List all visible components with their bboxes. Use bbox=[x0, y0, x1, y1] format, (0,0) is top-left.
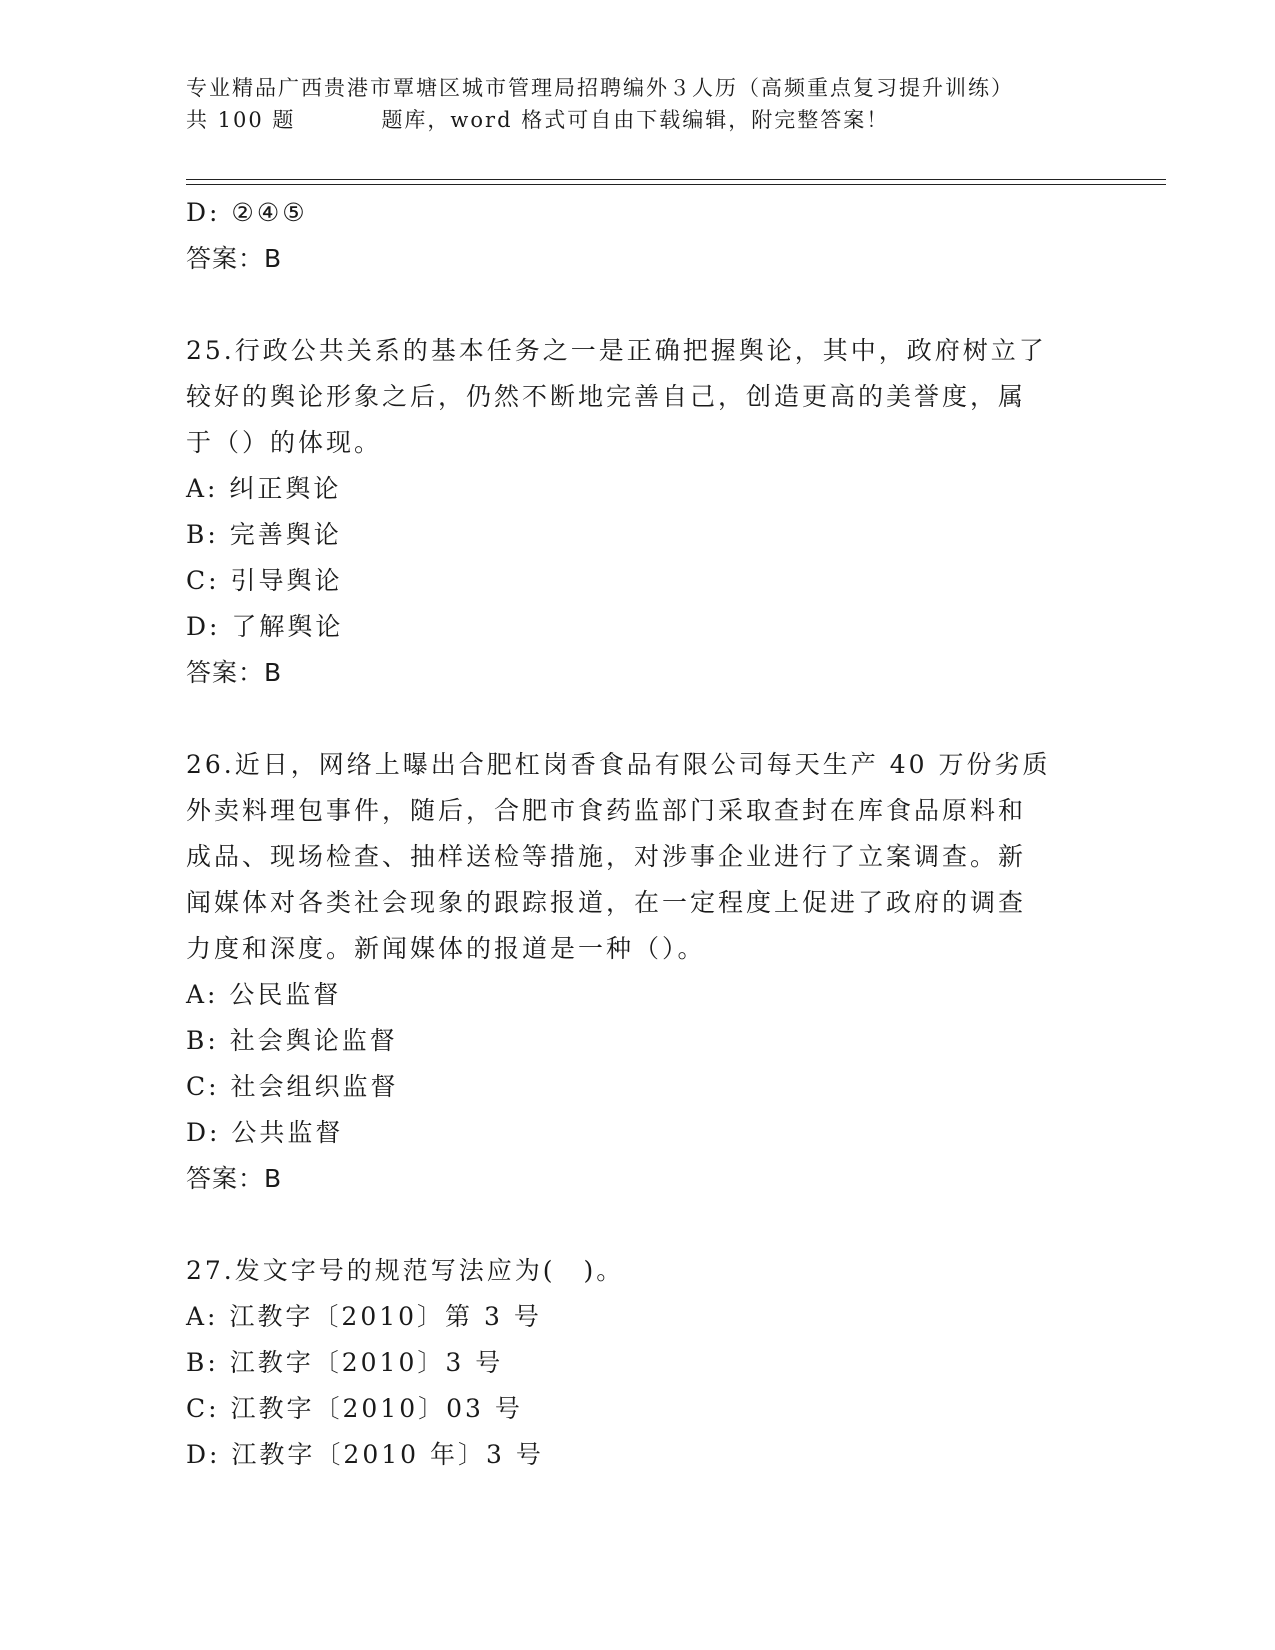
question-25-answer: 答案：B bbox=[186, 658, 283, 687]
question-25-option-d: D: 了解舆论 bbox=[186, 612, 344, 641]
question-27-text-line1: 27.发文字号的规范写法应为( )。 bbox=[186, 1256, 625, 1285]
document-body bbox=[186, 190, 1086, 1478]
question-25-option-c: C: 引导舆论 bbox=[186, 566, 343, 595]
header-description: 题库，word 格式可自由下载编辑，附完整答案！ bbox=[381, 108, 890, 132]
question-26-text-line4: 闻媒体对各类社会现象的跟踪报道，在一定程度上促进了政府的调查 bbox=[186, 888, 1027, 917]
header-title-line2 bbox=[186, 104, 1126, 136]
header-divider-bottom bbox=[186, 184, 1166, 185]
header-title-line1: 专业精品广西贵港市覃塘区城市管理局招聘编外３人历（高频重点复习提升训练） bbox=[186, 76, 1014, 100]
question-25-option-a: A: 纠正舆论 bbox=[186, 474, 342, 503]
question-26-answer: 答案：B bbox=[186, 1164, 283, 1193]
question-27-option-c: C: 江教字〔2010〕03 号 bbox=[186, 1394, 523, 1423]
question-27 bbox=[186, 1248, 1086, 1478]
question-25-option-b: B: 完善舆论 bbox=[186, 520, 342, 549]
question-27-option-b: B: 江教字〔2010〕3 号 bbox=[186, 1348, 504, 1377]
question-25 bbox=[186, 328, 1086, 696]
question-26-text-line2: 外卖料理包事件，随后，合肥市食药监部门采取查封在库食品原料和 bbox=[186, 796, 1027, 825]
question-26 bbox=[186, 742, 1086, 1202]
question-26-text-line1: 26.近日，网络上曝出合肥杠岗香食品有限公司每天生产 40 万份劣质 bbox=[186, 750, 1051, 779]
question-26-text-line3: 成品、现场检查、抽样送检等措施，对涉事企业进行了立案调查。新 bbox=[186, 842, 1027, 871]
question-26-option-d: D: 公共监督 bbox=[186, 1118, 344, 1147]
question-26-text-line5: 力度和深度。新闻媒体的报道是一种（）。 bbox=[186, 934, 706, 963]
question-25-text-line1: 25.行政公共关系的基本任务之一是正确把握舆论，其中，政府树立了 bbox=[186, 336, 1047, 365]
prev-question-answer: 答案：B bbox=[186, 244, 283, 273]
question-27-option-d: D: 江教字〔2010 年〕3 号 bbox=[186, 1440, 544, 1469]
page-header bbox=[186, 72, 1126, 136]
question-26-option-c: C: 社会组织监督 bbox=[186, 1072, 399, 1101]
question-26-option-b: B: 社会舆论监督 bbox=[186, 1026, 398, 1055]
question-27-option-a: A: 江教字〔2010〕第 3 号 bbox=[186, 1302, 542, 1331]
question-25-text-line2: 较好的舆论形象之后，仍然不断地完善自己，创造更高的美誉度，属 bbox=[186, 382, 1027, 411]
question-26-option-a: A: 公民监督 bbox=[186, 980, 342, 1009]
prev-question-option-d: D: ②④⑤ bbox=[186, 198, 308, 227]
question-25-text-line3: 于（）的体现。 bbox=[186, 428, 383, 457]
header-question-count: 共 100 题 bbox=[186, 108, 296, 132]
header-divider-top bbox=[186, 179, 1166, 180]
